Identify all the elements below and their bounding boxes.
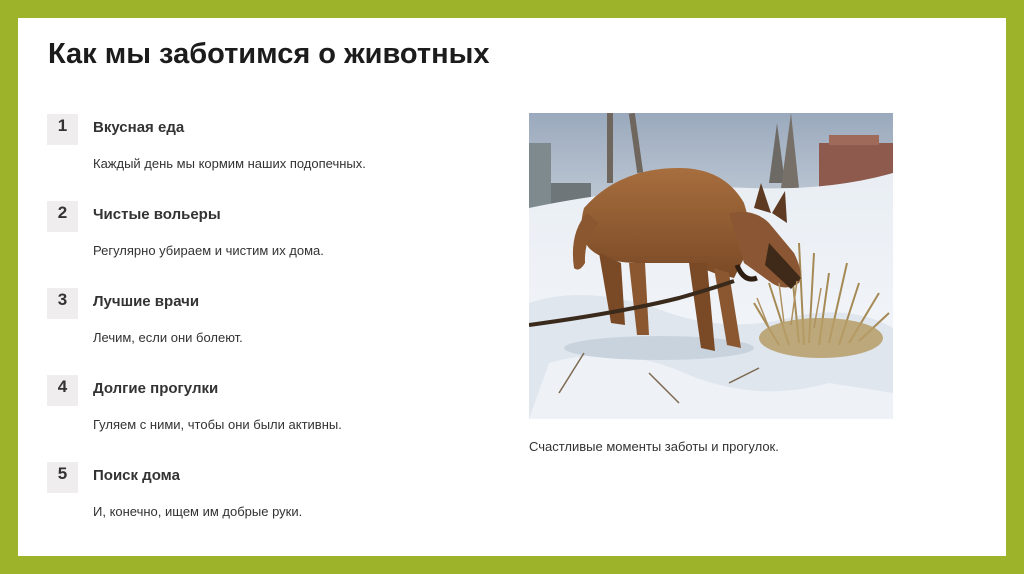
photo-caption: Счастливые моменты заботы и прогулок. <box>529 439 779 454</box>
item-number-badge: 3 <box>47 288 78 319</box>
item-description: Гуляем с ними, чтобы они были активны. <box>93 417 342 432</box>
item-description: Каждый день мы кормим наших подопечных. <box>93 156 366 171</box>
item-number-badge: 5 <box>47 462 78 493</box>
item-title: Лучшие врачи <box>93 293 200 310</box>
item-number-badge: 1 <box>47 114 78 145</box>
item-number-badge: 2 <box>47 201 78 232</box>
list-item <box>47 462 487 532</box>
item-description: Регулярно убираем и чистим их дома. <box>93 243 324 258</box>
list-item <box>47 201 487 271</box>
list-item <box>47 375 487 445</box>
item-description: Лечим, если они болеют. <box>93 330 243 345</box>
item-title: Поиск дома <box>93 467 180 484</box>
item-title: Чистые вольеры <box>93 206 221 223</box>
slide-title: Как мы заботимся о животных <box>48 38 490 70</box>
item-title: Вкусная еда <box>93 119 185 136</box>
slide <box>18 18 1006 556</box>
item-description: И, конечно, ищем им добрые руки. <box>93 504 303 519</box>
list-item <box>47 288 487 358</box>
dog-in-snow-photo <box>529 113 893 419</box>
item-number-badge: 4 <box>47 375 78 406</box>
item-title: Долгие прогулки <box>93 380 219 397</box>
list-item <box>47 114 487 184</box>
